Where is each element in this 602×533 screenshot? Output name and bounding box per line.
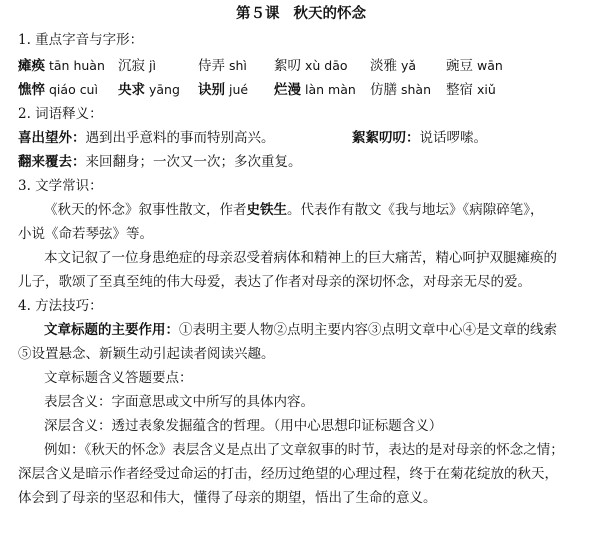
- method-deep-meaning: 深层含义：透过表象发掘蕴含的哲理。（用中心思想印证标题含义）: [44, 418, 443, 434]
- pinyin-item: 憔悴 qiáo cuì: [18, 82, 98, 98]
- method-example-cont-2: 体会到了母亲的坚忍和伟大，懂得了母亲的期望，悟出了生命的意义。: [18, 490, 437, 506]
- pinyin-item: 央求 yāng: [118, 82, 180, 98]
- section4-heading: 4. 方法技巧：: [18, 298, 103, 314]
- pinyin-item: 整宿 xiǔ: [446, 82, 496, 98]
- lesson-name: 秋天的怀念: [293, 5, 366, 22]
- pinyin-item: 豌豆 wān: [446, 58, 503, 74]
- pinyin-item: 侍弄 shì: [198, 58, 247, 74]
- literature-paragraph-1: 《秋天的怀念》叙事性散文，作者史铁生。代表作有散文《我与地坛》《病隙碎笔》，: [44, 202, 544, 218]
- section2-heading: 2. 词语释义：: [18, 106, 103, 122]
- method-surface-meaning: 表层含义：字面意思或文中所写的具体内容。: [44, 394, 314, 410]
- literature-paragraph-2: 本文记叙了一位身患绝症的母亲忍受着病体和精神上的巨大痛苦，精心呵护双腿瘫痪的: [44, 250, 557, 266]
- definition-1: 喜出望外：遇到出乎意料的事而特别高兴。: [18, 130, 275, 146]
- method-title-function-cont: ⑤设置悬念、新颖生动引起读者阅读兴趣。: [18, 346, 275, 362]
- literature-paragraph-2-cont: 儿子，歌颂了至真至纯的伟大母爱，表达了作者对母亲的深切怀念，对母亲无尽的爱。: [18, 274, 531, 290]
- pinyin-item: 诀别 jué: [198, 82, 249, 98]
- pinyin-item: 淡雅 yǎ: [370, 58, 417, 74]
- page-title: [0, 4, 602, 24]
- definition-3: 翻来覆去：来回翻身；一次又一次；多次重复。: [18, 154, 302, 170]
- pinyin-row-1: [18, 56, 598, 76]
- pinyin-item: 烂漫 làn màn: [274, 82, 356, 98]
- method-title-function: 文章标题的主要作用：①表明主要人物②点明主要内容③点明文章中心④是文章的线索: [44, 322, 557, 338]
- method-title-meaning: 文章标题含义答题要点：: [44, 370, 193, 386]
- literature-paragraph-1-cont: 小说《命若琴弦》等。: [18, 226, 153, 242]
- definition-2: 絮絮叨叨：说话啰嗦。: [352, 130, 487, 146]
- pinyin-item: 瘫痪 tān huàn: [18, 58, 105, 74]
- lesson-number: 第５课: [236, 5, 280, 22]
- method-example-cont-1: 深层含义是暗示作者经受过命运的打击，经历过绝望的心理过程，终于在菊花绽放的秋天，: [18, 466, 558, 482]
- method-example: 例如：《秋天的怀念》表层含义是点出了文章叙事的时节，表达的是对母亲的怀念之情；: [44, 442, 564, 458]
- pinyin-item: 仿膳 shàn: [370, 82, 432, 98]
- section1-heading: 1. 重点字音与字形：: [18, 32, 144, 48]
- pinyin-item: 沉寂 jì: [118, 58, 156, 74]
- pinyin-item: 絮叨 xù dāo: [274, 58, 348, 74]
- pinyin-row-2: [18, 80, 598, 100]
- section3-heading: 3. 文学常识：: [18, 178, 103, 194]
